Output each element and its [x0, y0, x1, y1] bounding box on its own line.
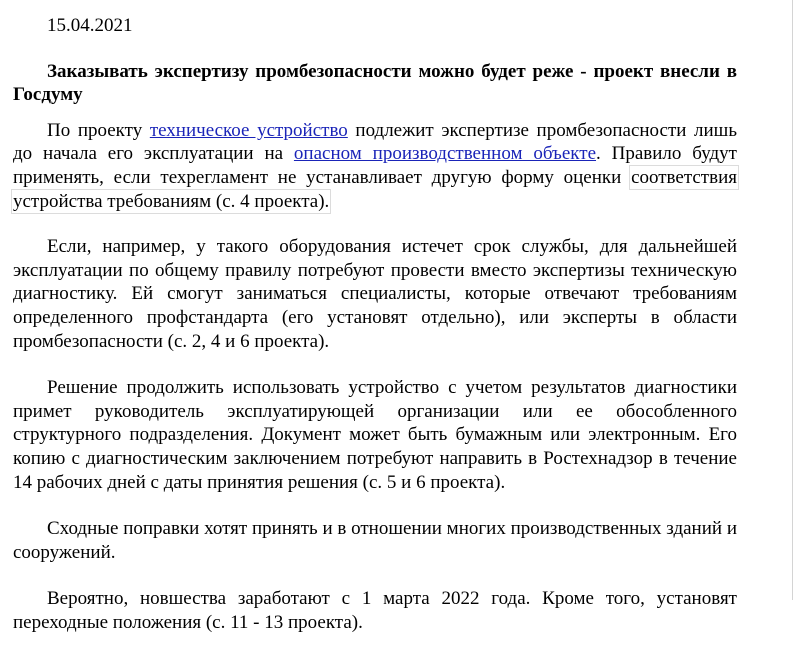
paragraph-1-text-a: По проекту — [47, 119, 150, 141]
paragraph-1-text-b: подлежит экспертизе промбезопасности лишь до начала его эксплуатации на — [13, 119, 737, 165]
paragraph-1-text-c: . Правило будут применять, если техрегламент не устанавливает другую форму оценки — [13, 143, 737, 188]
highlighted-sentence: соответствия устройства требованиям (с. 4 проекта). — [13, 166, 737, 212]
article-title: Заказывать экспертизу промбезопасности можно будет реже - проект внесли в Госдуму — [13, 60, 737, 106]
paragraph-4: Сходные поправки хотят принять и в отношении многих производственных зданий и сооружений. — [13, 518, 737, 563]
paragraph-5: Вероятно, новшества заработают с 1 марта 2022 года. Кроме того, установят переходные положения (с. 11 - 13 проекта). — [13, 588, 737, 633]
link-technical-device[interactable]: техническое устройство — [149, 119, 348, 141]
link-hazardous-facility[interactable]: опасном производственном объекте — [293, 143, 597, 165]
document-body — [13, 14, 737, 657]
paragraph-1 — [13, 119, 737, 213]
paragraph-2: Если, например, у такого оборудования истечет срок службы, для дальнейшей эксплуатации по общему правилу потребуют провести вместо экспертизы техническую диагностику. Ей смогут заниматься специалисты, которые отвечают требованиям определенного профстандарта (его установят отдельно), или эксперты в области промбезопасности (с. 2, 4 и 6 проекта). — [13, 236, 737, 352]
paragraph-3: Решение продолжить использовать устройство с учетом результатов диагностики примет руководитель эксплуатирующей организации или ее обособленного структурного подразделения. Документ может быть бумажным или электронным. Его копию с диагностическим заключением потребуют направить в Ростехнадзор в течение 14 рабочих дней с даты принятия решения (с. 5 и 6 проекта). — [13, 377, 737, 493]
article-date: 15.04.2021 — [47, 15, 133, 36]
page-edge-line — [792, 0, 793, 600]
